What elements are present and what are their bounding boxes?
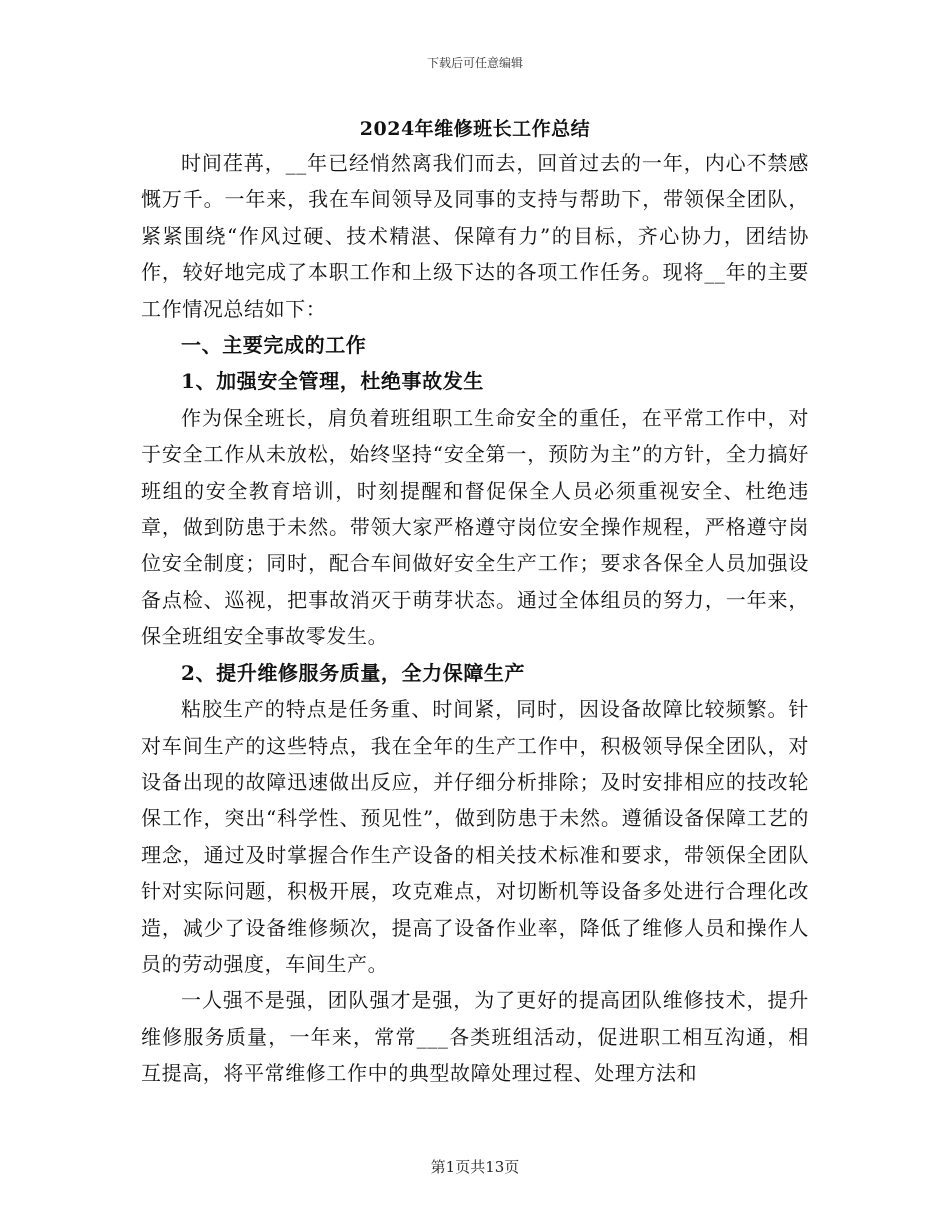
intro-paragraph: 时间荏苒，__年已经悄然离我们而去，回首过去的一年，内心不禁感慨万千。一年来，我在车间领导及同事的支持与帮助下，带领保全团队，紧紧围绕“作风过硬、技术精湛、保障有力”的目标，齐心协力，团结协作，较好地完成了本职工作和上级下达的各项工作任务。现将__年的主要工作情况总结如下： <box>141 151 809 321</box>
document-title: 2024年维修班长工作总结 <box>359 118 591 140</box>
safety-paragraph: 作为保全班长，肩负着班组职工生命安全的重任，在平常工作中，对于安全工作从未放松，始终坚持“安全第一，预防为主”的方针，全力搞好班组的安全教育培训，时刻提醒和督促保全人员必须重视安全、杜绝违章，做到防患于未然。带领大家严格遵守岗位安全操作规程，严格遵守岗位安全制度；同时，配合车间做好安全生产工作；要求各保全人员加强设备点检、巡视，把事故消灭于萌芽状态。通过全体组员的努力，一年来，保全班组安全事故零发生。 <box>141 405 809 649</box>
subheading-safety-management: 1、加强安全管理，杜绝事故发生 <box>181 369 484 394</box>
download-edit-note: 下载后可任意编辑 <box>426 56 523 70</box>
document-body <box>141 145 809 1092</box>
section-heading-main-work: 一、主要完成的工作 <box>181 333 367 358</box>
team-paragraph: 一人强不是强，团队强才是强，为了更好的提高团队维修技术，提升维修服务质量，一年来，常常___各类班组活动，促进职工相互沟通，相互提高，将平常维修工作中的典型故障处理过程、处理方法和 <box>141 988 809 1086</box>
page-number: 第1页共13页 <box>430 1158 520 1176</box>
production-paragraph: 粘胶生产的特点是任务重、时间紧，同时，因设备故障比较频繁。针对车间生产的这些特点，我在全年的生产工作中，积极领导保全团队，对设备出现的故障迅速做出反应，并仔细分析排除；及时安排相应的技改轮保工作，突出“科学性、预见性”，做到防患于未然。遵循设备保障工艺的理念，通过及时掌握合作生产设备的相关技术标准和要求，带领保全团队针对实际问题，积极开展，攻克难点，对切断机等设备多处进行合理化改造，减少了设备维修频次，提高了设备作业率，降低了维修人员和操作人员的劳动强度，车间生产。 <box>141 697 809 976</box>
subheading-service-quality: 2、提升维修服务质量，全力保障生产 <box>181 660 526 685</box>
